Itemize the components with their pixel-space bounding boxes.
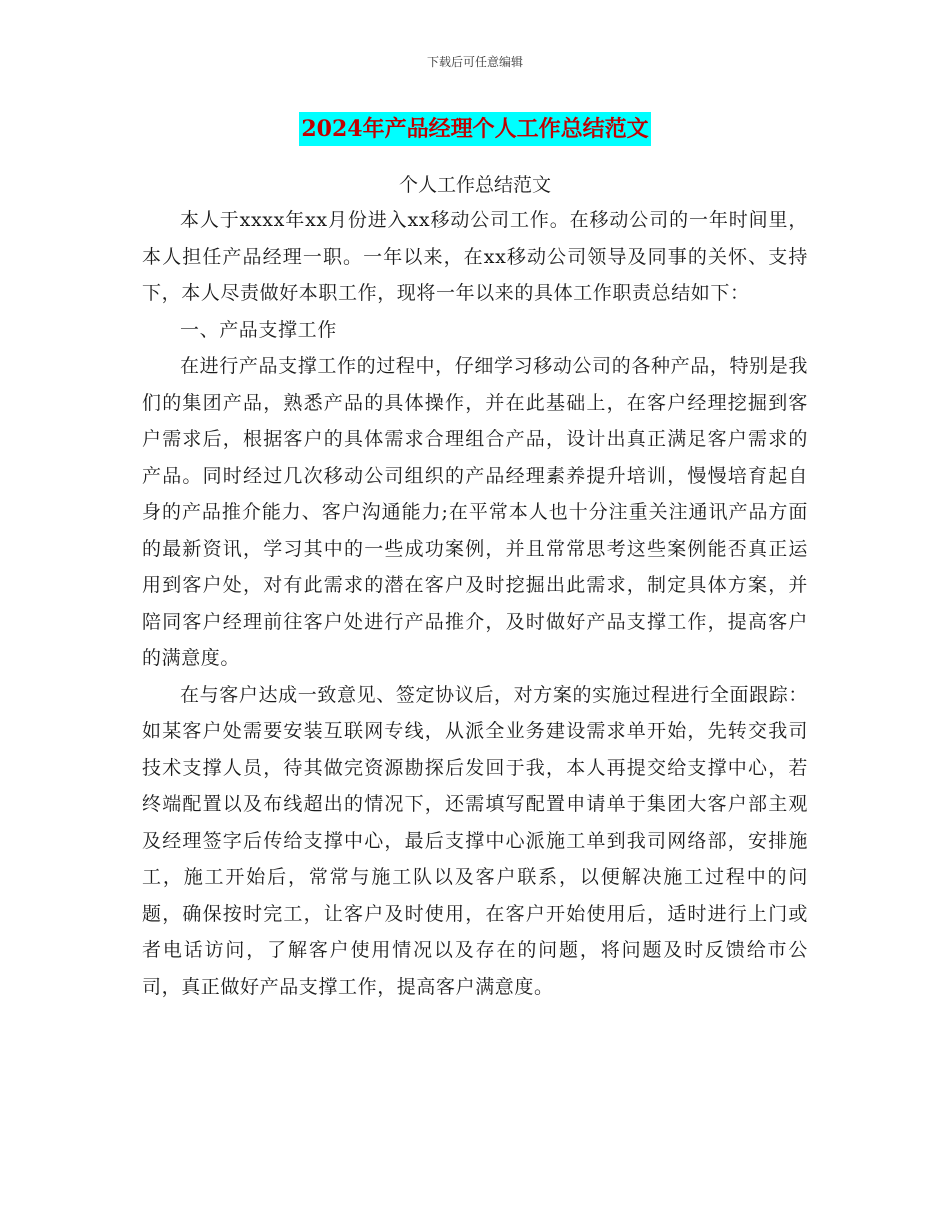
paragraph-implementation-tracking: 在与客户达成一致意见、签定协议后，对方案的实施过程进行全面跟踪：如某客户处需要安装互联网专线，从派全业务建设需求单开始，先转交我司技术支撑人员，待其做完资源勘探后发回于我，本人再提交给支撑中心，若终端配置以及布线超出的情况下，还需填写配置申请单于集团大客户部主观及经理签字后传给支撑中心，最后支撑中心派施工单到我司网络部，安排施工，施工开始后，常常与施工队以及客户联系，以便解决施工过程中的问题，确保按时完工，让客户及时使用，在客户开始使用后，适时进行上门或者电话访问，了解客户使用情况以及存在的问题，将问题及时反馈给市公司，真正做好产品支撑工作，提高客户满意度。: [142, 683, 808, 998]
document-subtitle: 个人工作总结范文: [398, 174, 551, 196]
title-wrapper: [0, 112, 950, 146]
paragraph-intro: 本人于xxxx年xx月份进入xx移动公司工作。在移动公司的一年时间里，本人担任产品经理一职。一年以来，在xx移动公司领导及同事的关怀、支持下，本人尽责做好本职工作，现将一年以来的具体工作职责总结如下：: [142, 209, 808, 304]
header-note: 下载后可任意编辑: [426, 55, 523, 69]
paragraph-product-support: 在进行产品支撑工作的过程中，仔细学习移动公司的各种产品，特别是我们的集团产品，熟悉产品的具体操作，并在此基础上，在客户经理挖掘到客户需求后，根据客户的具体需求合理组合产品，设计出真正满足客户需求的产品。同时经过几次移动公司组织的产品经理素养提升培训，慢慢培育起自身的产品推介能力、客户沟通能力;在平常本人也十分注重关注通讯产品方面的最新资讯，学习其中的一些成功案例，并且常常思考这些案例能否真正运用到客户处，对有此需求的潜在客户及时挖掘出此需求，制定具体方案，并陪同客户经理前往客户处进行产品推介，及时做好产品支撑工作，提高客户的满意度。: [142, 355, 808, 669]
section-heading: 一、产品支撑工作: [180, 318, 337, 341]
document-body: [142, 202, 808, 1005]
document-title: 2024年产品经理个人工作总结范文: [299, 112, 650, 146]
